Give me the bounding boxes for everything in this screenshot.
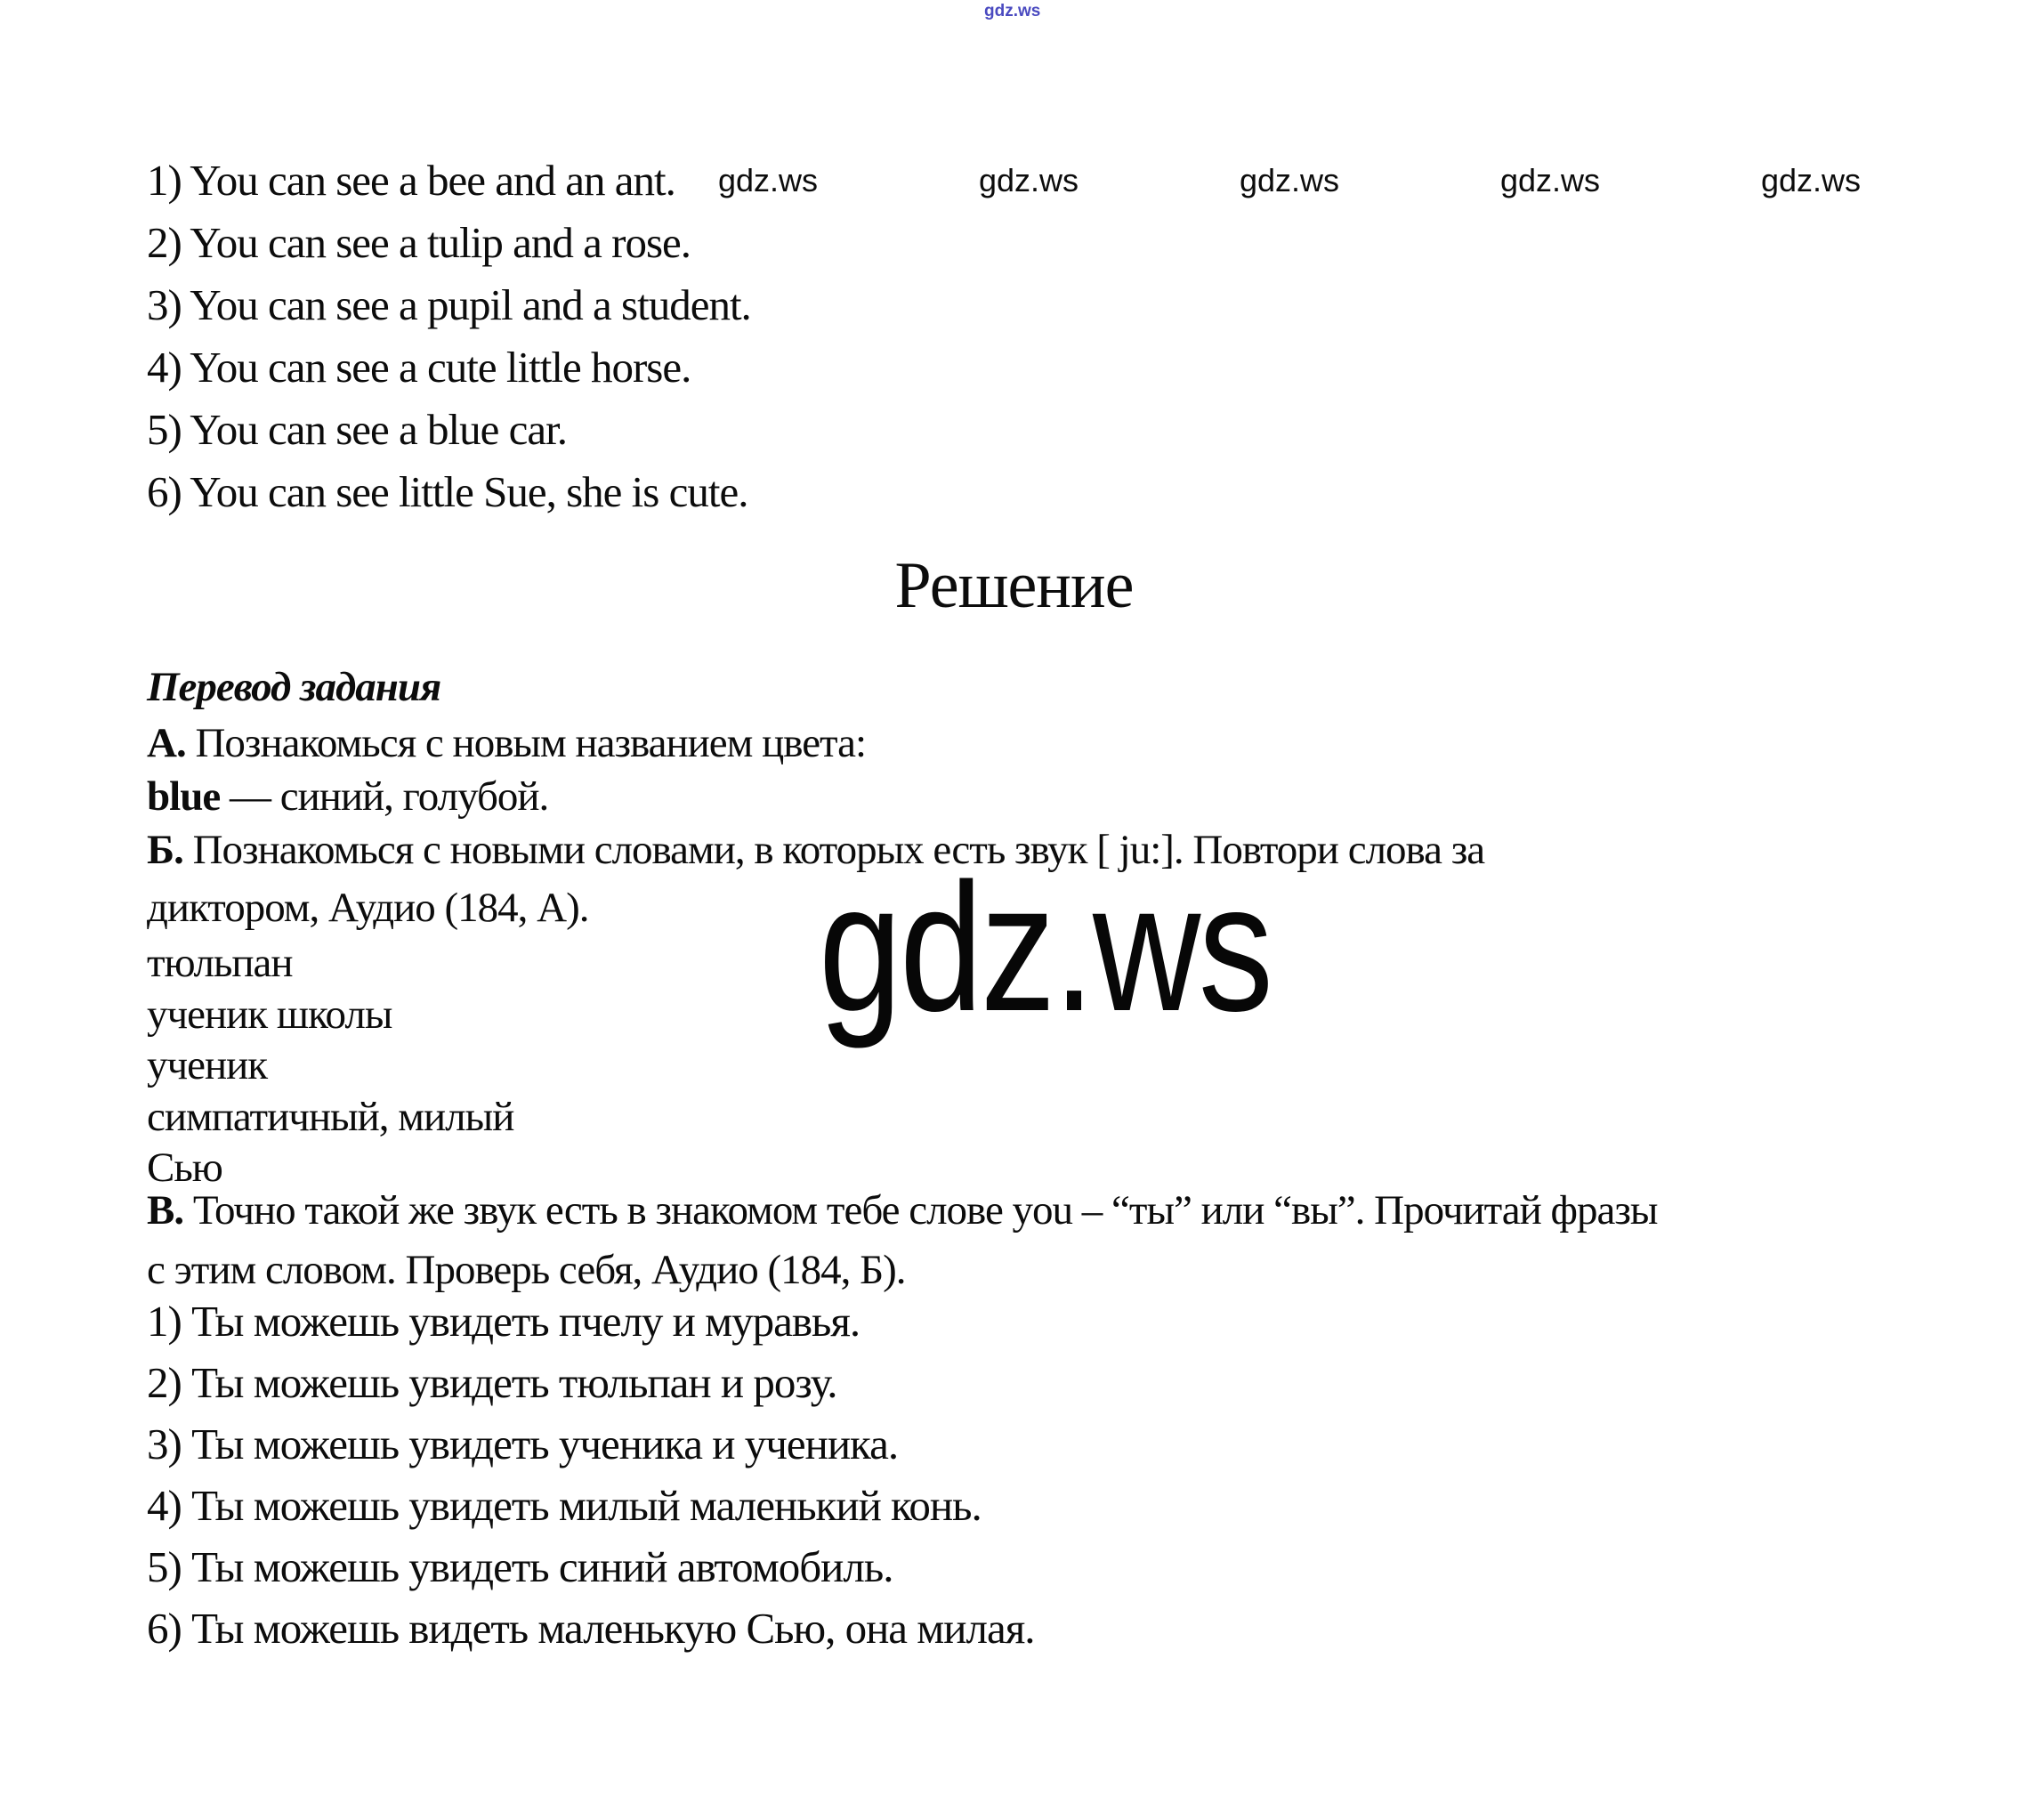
paragraph-a [147, 717, 866, 769]
paragraph-b-line1 [147, 824, 1484, 876]
english-answer-line: 5) You can see a blue car. [147, 405, 568, 454]
paragraph-b-line2 [147, 882, 589, 934]
word-list-item: Сью [147, 1145, 222, 1191]
watermark-row-item: gdz.ws [1761, 162, 1862, 198]
watermark-top-small: gdz.ws [984, 2, 1041, 20]
word-list-item: симпатичный, милый [147, 1094, 514, 1140]
paragraph-b-text2: диктором, Аудио (184, А). [147, 885, 589, 931]
watermark-large-center: gdz.ws [819, 845, 1272, 1049]
paragraph-b-marker: Б. [147, 827, 183, 873]
word-list-item: ученик школы [147, 991, 392, 1038]
watermark-row-item: gdz.ws [1240, 162, 1340, 198]
watermark-row-item: gdz.ws [1500, 162, 1601, 198]
solution-heading: Решение [894, 549, 1134, 622]
russian-answer-line: 4) Ты можешь увидеть милый маленький конь. [147, 1481, 982, 1530]
translation-heading: Перевод задания [147, 664, 441, 710]
paragraph-b-text1: Познакомься с новыми словами, в которых есть звук [ ju:]. Повтори слова за [182, 827, 1485, 873]
english-answer-line: 3) You can see a pupil and a student. [147, 280, 751, 329]
paragraph-v-text1: Точно такой же звук есть в знакомом тебе слове you – “ты” или “вы”. Прочитай фразы [183, 1187, 1658, 1234]
russian-answer-line: 6) Ты можешь видеть маленькую Сью, она милая. [147, 1604, 1035, 1653]
paragraph-v-text2: с этим словом. Проверь себя, Аудио (184, Б). [147, 1247, 906, 1293]
paragraph-blue-text: — синий, голубой. [220, 773, 549, 820]
paragraph-v-line2 [147, 1244, 906, 1296]
paragraph-v-line1 [147, 1185, 1658, 1236]
paragraph-v-marker: В. [147, 1187, 184, 1234]
russian-answer-line: 5) Ты можешь увидеть синий автомобиль. [147, 1542, 893, 1591]
paragraph-blue [147, 771, 548, 822]
paragraph-a-text: Познакомься с новым названием цвета: [185, 720, 867, 766]
word-list-item: тюльпан [147, 940, 293, 986]
watermark-row-item: gdz.ws [718, 162, 819, 198]
english-answer-line: 1) You can see a bee and an ant. [147, 156, 675, 205]
watermark-row-item: gdz.ws [979, 162, 1079, 198]
paragraph-blue-word: blue [147, 773, 221, 820]
russian-answer-line: 1) Ты можешь увидеть пчелу и муравья. [147, 1297, 860, 1346]
english-answer-line: 2) You can see a tulip and a rose. [147, 218, 691, 267]
russian-answer-line: 3) Ты можешь увидеть ученика и ученика. [147, 1420, 899, 1468]
english-answer-list [147, 150, 751, 523]
word-list-item: ученик [147, 1042, 268, 1088]
russian-answer-line: 2) Ты можешь увидеть тюльпан и розу. [147, 1358, 837, 1407]
english-answer-line: 6) You can see little Sue, she is cute. [147, 467, 748, 516]
english-answer-line: 4) You can see a cute little horse. [147, 343, 691, 392]
paragraph-a-marker: А. [147, 720, 186, 766]
